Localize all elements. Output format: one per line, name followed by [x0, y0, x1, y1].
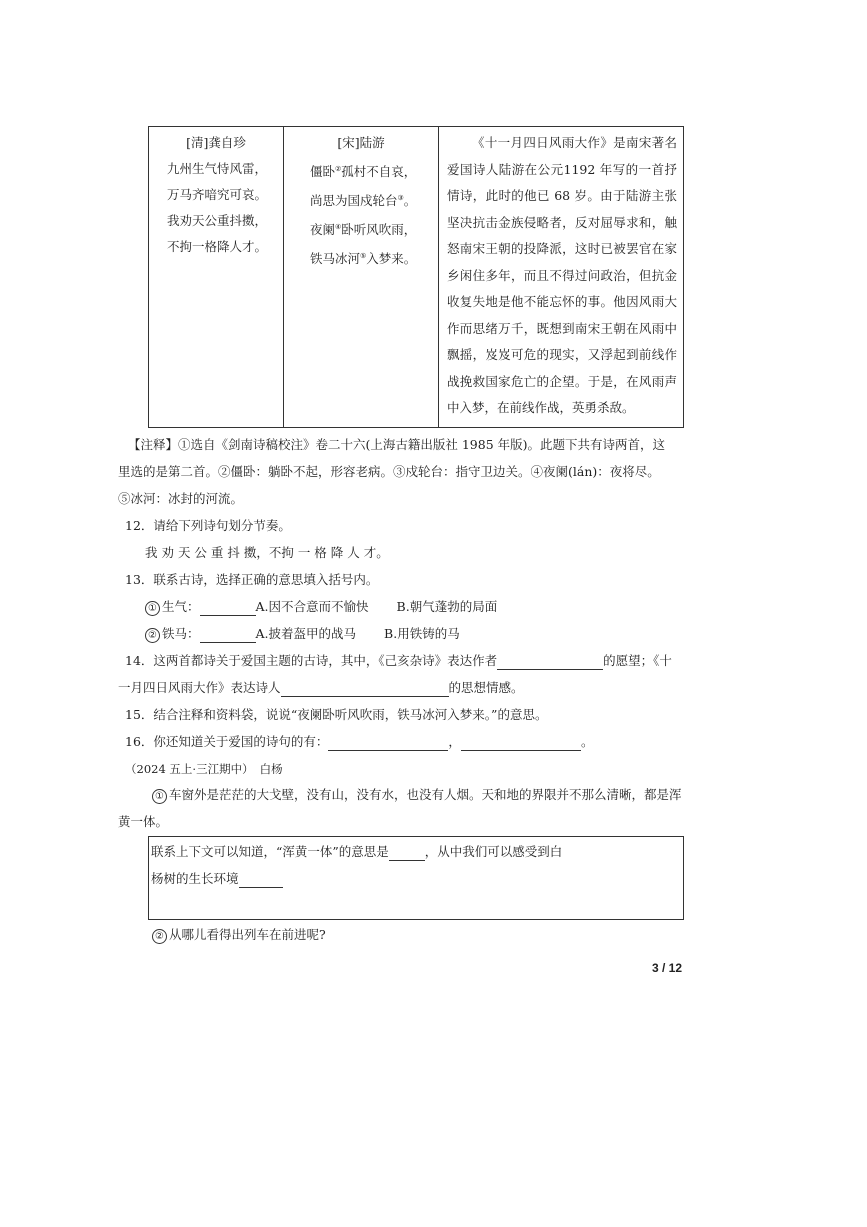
answer-blank[interactable]: [461, 737, 581, 751]
box-line: 杨树的生长环境: [151, 870, 283, 888]
passage-question: ② 从哪儿看得出列车在前进呢?: [152, 926, 326, 944]
answer-blank[interactable]: [389, 847, 425, 861]
rhythm-line: 我 劝 天 公 重 抖 擞，不拘 一 格 降 人 才。: [145, 545, 389, 560]
question-14-cont: 一月四日风雨大作》表达诗人 的思想情感。: [118, 680, 524, 695]
section-source: （2024 五上·三江期中）: [125, 762, 254, 776]
poem2-cell: [284, 127, 439, 428]
poem1-line: 我劝天公重抖擞，: [167, 213, 268, 228]
box-line: 联系上下文可以知道，“浑黄一体”的意思是 ，从中我们可以感受到白: [151, 844, 563, 859]
question-13: 13．联系古诗，选择正确的意思填入括号内。: [125, 572, 379, 587]
poem2-line: 僵卧②孤村不自哀，: [310, 164, 417, 180]
answer-blank[interactable]: [281, 683, 449, 697]
question-16: 16．你还知道关于爱国的诗句的有： ， 。: [125, 734, 594, 749]
answer-blank[interactable]: [200, 629, 256, 643]
notes-line: 里选的是第二首。②僵卧：躺卧不起，形容老病。③戍轮台：指守卫边关。④夜阑(lán)：夜将尽。: [118, 464, 660, 479]
page-number: 3 / 12: [652, 961, 683, 975]
poem1-line: 九州生气恃风雷，: [167, 161, 268, 176]
poem2-author: [宋]陆游: [337, 135, 385, 150]
notes-line: 【注释】①选自《剑南诗稿校注》卷二十六(上海古籍出版社 1985 年版)。此题下共有诗两首，这: [128, 437, 666, 452]
poem1-line: 万马齐喑究可哀。: [167, 187, 268, 202]
passage-line: ① 车窗外是茫茫的大戈壁，没有山，没有水，也没有人烟。天和地的界限并不那么清晰，都是浑: [152, 786, 682, 804]
poem1-cell: [149, 127, 284, 428]
answer-blank[interactable]: [497, 656, 603, 670]
poem-table: [148, 126, 684, 428]
circle-number: ②: [152, 929, 167, 944]
answer-blank[interactable]: [239, 874, 283, 888]
poem1-line: 不拘一格降人才。: [167, 239, 268, 254]
circle-number: ①: [152, 789, 167, 804]
poem2-line: 铁马冰河⑤入梦来。: [310, 251, 417, 267]
section-title: 白杨: [259, 762, 283, 776]
poem2-line: 夜阑④卧听风吹雨，: [310, 222, 417, 238]
poem2-line: 尚思为国戍轮台③。: [310, 193, 417, 209]
answer-blank[interactable]: [200, 602, 256, 616]
q13-item-a: ① 生气： A.因不合意而不愉快 B.朝气蓬勃的局面: [145, 598, 497, 616]
poem1-author: [清]龚自珍: [186, 135, 246, 150]
q13-item-b: ② 铁马： A.披着盔甲的战马 B.用铁铸的马: [145, 625, 460, 643]
section-header: [125, 760, 283, 778]
answer-box[interactable]: [148, 836, 684, 920]
background-text: 《十一月四日风雨大作》是南宋著名爱国诗人陆游在公元1192 年写的一首抒情诗，此时的他已 68 岁。由于陆游主张坚决抗击金族侵略者，反对屈辱求和，触怒南宋王朝的投降派，这时已被罢官在家乡闲住多年，而且不得过问政治，但抗金收复失地是他不能忘怀的事。他因风雨大作而思绪万千，既想到南宋王朝在风雨中飘摇，岌岌可危的现实，又浮起到前线作战挽救国家危亡的企望。于是，在风雨声中入梦，在前线作战，英勇杀敌。: [447, 135, 677, 415]
answer-blank[interactable]: [328, 737, 448, 751]
notes-line: ⑤冰河：冰封的河流。: [118, 491, 244, 506]
circle-number: ②: [145, 628, 160, 643]
background-cell: [439, 127, 684, 428]
question-15: 15．结合注释和资料袋，说说“夜阑卧听风吹雨，铁马冰河入梦来。”的意思。: [125, 707, 548, 722]
circle-number: ①: [145, 601, 160, 616]
question-12: 12．请给下列诗句划分节奏。: [125, 518, 291, 533]
question-14: 14．这两首都诗关于爱国主题的古诗，其中，《己亥杂诗》表达作者 的愿望；《十: [125, 653, 672, 668]
passage-line: 黄一体。: [118, 814, 169, 829]
